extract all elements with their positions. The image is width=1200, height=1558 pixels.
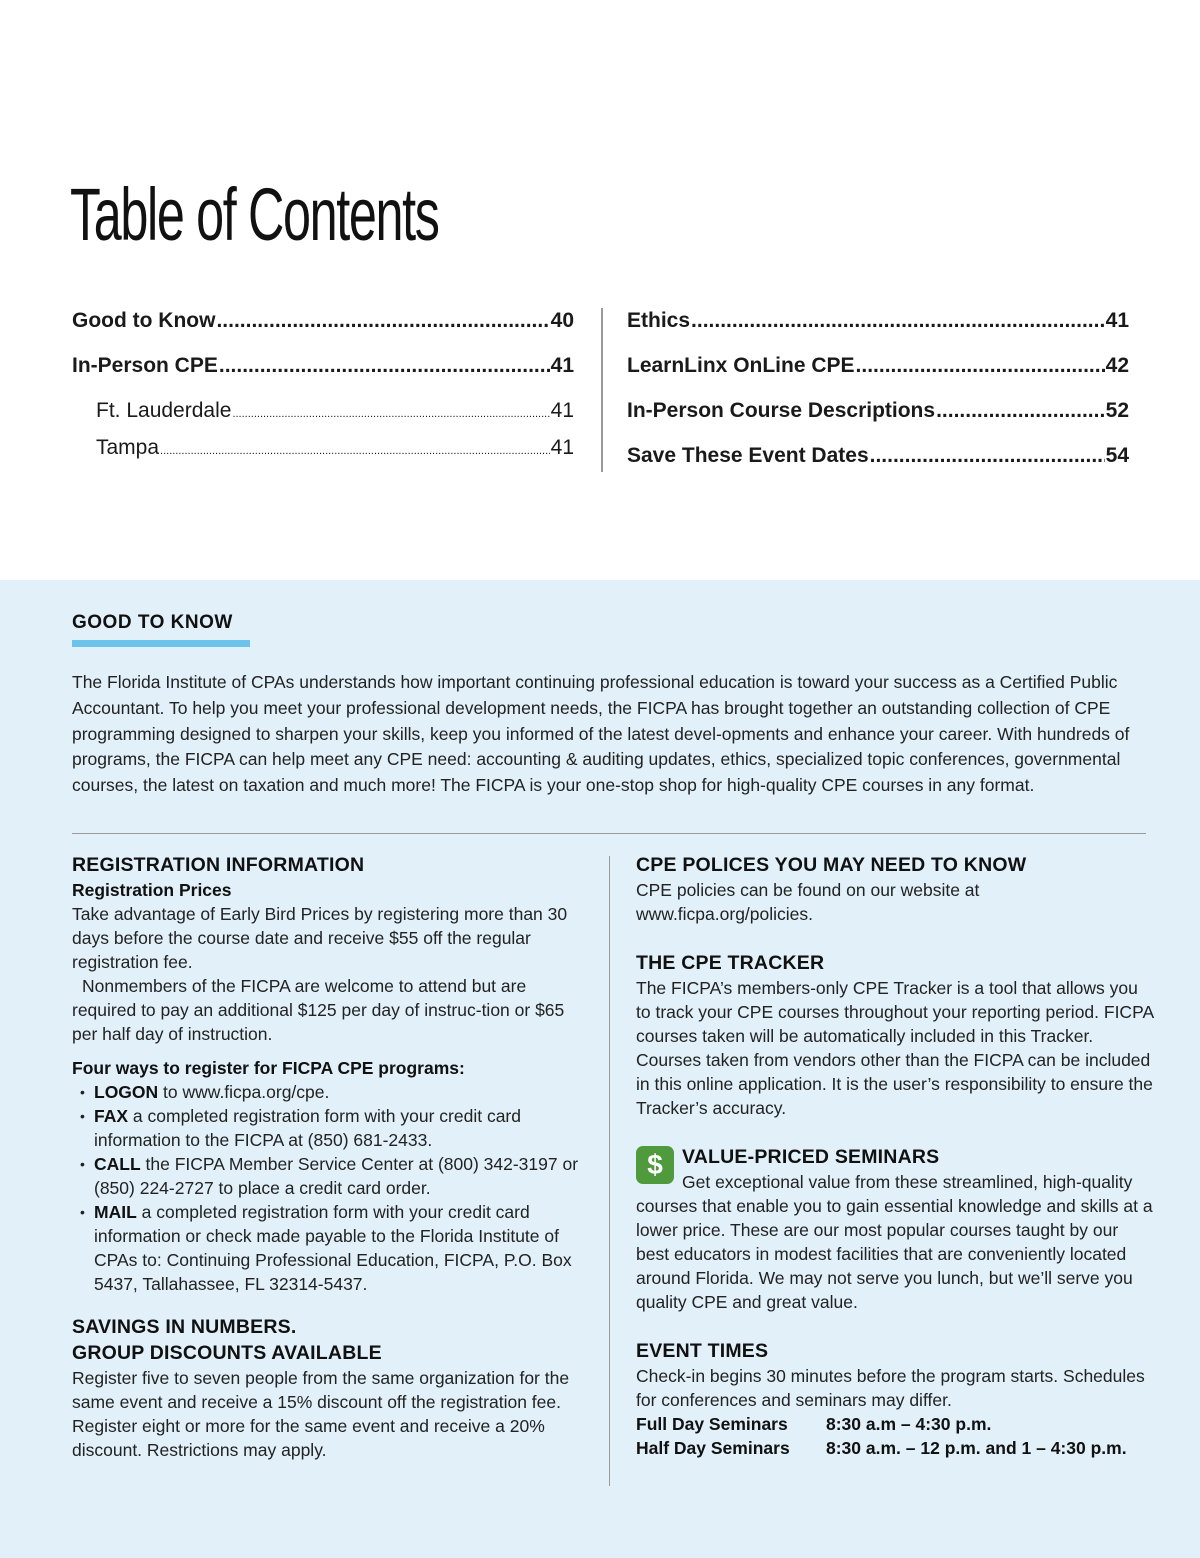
registration-heading: REGISTRATION INFORMATION — [72, 854, 365, 876]
way-key: LOGON — [94, 1082, 159, 1102]
tracker-heading: THE CPE TRACKER — [636, 952, 825, 974]
dollar-icon: $ — [636, 1146, 674, 1184]
toc-entry-page: 42 — [1105, 354, 1129, 377]
toc-entry[interactable] — [627, 441, 1129, 486]
left-info-column — [72, 852, 588, 1462]
ways-heading: Four ways to register for FICPA CPE programs: — [72, 1058, 465, 1078]
event-time-label: Full Day Seminars — [636, 1414, 788, 1434]
value-priced-text: Get exceptional value from these streamlined, high-quality courses that enable you to gain essential knowledge and skills at a lower price. These are our most popular courses taught by our best educators in modest facilities that are conveniently located around Florida. We may not serve you lunch, but we’ll serve you quality CPE and great value. — [636, 1172, 1153, 1312]
toc-leader-dots — [870, 441, 1105, 471]
toc-subentry[interactable] — [72, 433, 574, 470]
registration-prices-text: Take advantage of Early Bird Prices by registering more than 30 days before the course date and receive $55 off the regular registration fee. — [72, 904, 568, 972]
heading-underline — [72, 640, 250, 647]
toc-subentry[interactable] — [72, 396, 574, 433]
toc-entry-label: In-Person CPE — [72, 354, 218, 377]
toc-entry[interactable] — [72, 351, 574, 396]
toc-entry-page: 40 — [550, 309, 574, 332]
toc-entry-label: In-Person Course Descriptions — [627, 399, 936, 422]
registration-prices-heading: Registration Prices — [72, 880, 232, 900]
way-text: to www.ficpa.org/cpe. — [158, 1082, 330, 1102]
toc-leader-dots — [219, 351, 550, 381]
way-text: a completed registration form with your credit card information or check made payable to the Florida Institute of CPAs to: Continuing Professional Education, FICPA, P.O. Box 5437, Tallahassee, FL 32314-5437. — [94, 1202, 572, 1294]
page-title: Table of Contents — [70, 173, 439, 256]
event-times-heading: EVENT TIMES — [636, 1340, 769, 1362]
event-times-table — [636, 1412, 1156, 1460]
toc-entry-label: Tampa — [96, 436, 160, 459]
toc-leader-dots — [691, 306, 1105, 336]
way-key: CALL — [94, 1154, 141, 1174]
list-item — [72, 1104, 588, 1152]
toc-entry-label: Ft. Lauderdale — [96, 399, 232, 422]
toc-entry[interactable] — [72, 306, 574, 351]
value-priced-block — [636, 1144, 1156, 1314]
registration-ways-list — [72, 1080, 588, 1296]
event-times-text: Check-in begins 30 minutes before the program starts. Schedules for conferences and seminars may differ. — [636, 1366, 1145, 1410]
nonmembers-text: Nonmembers of the FICPA are welcome to attend but are required to pay an additional $125 per day of instruc-tion or $65 per half day of instruction. — [72, 976, 565, 1044]
savings-text: Register five to seven people from the same organization for the same event and receive a 15% discount off the registration fee. Register eight or more for the same event and receive a 20% discount. Restrictions may apply. — [72, 1368, 570, 1460]
tracker-text: The FICPA’s members-only CPE Tracker is a tool that allows you to track your CPE courses throughout your reporting period. FICPA courses taken will be automatically included in this Tracker. Courses taken from vendors other than the FICPA can be included in this online application. It is the user’s responsibility to ensure the Tracker’s accuracy. — [636, 978, 1154, 1118]
toc-entry-label: Ethics — [627, 309, 691, 332]
toc-right-column — [627, 306, 1129, 486]
toc-entry-label: Good to Know — [72, 309, 216, 332]
toc-leader-dots — [216, 306, 549, 336]
toc-entry-label: LearnLinx OnLine CPE — [627, 354, 855, 377]
toc-entry-label: Save These Event Dates — [627, 444, 869, 467]
good-to-know-intro: The Florida Institute of CPAs understands how important continuing professional education is toward your success as a Certified Public Accountant. To help you meet your professional development needs, the FICPA has brought together an outstanding collection of CPE programming designed to sharpen your skills, keep you informed of the latest devel-opments and enhance your career. With hundreds of programs, the FICPA can help meet any CPE need: accounting & auditing updates, ethics, specialized topic conferences, governmental courses, the latest on taxation and much more! The FICPA is your one-stop shop for high-quality CPE courses in any format. — [72, 672, 1130, 796]
savings-heading: SAVINGS IN NUMBERS. — [72, 1316, 297, 1338]
group-discounts-heading: GROUP DISCOUNTS AVAILABLE — [72, 1342, 382, 1364]
toc-entry-page: 41 — [550, 399, 574, 422]
way-text: the FICPA Member Service Center at (800) 342-3197 or (850) 224-2727 to place a credit card order. — [94, 1154, 579, 1198]
right-info-column — [636, 852, 1156, 1460]
toc-leader-dots — [936, 396, 1105, 426]
toc-divider — [601, 308, 603, 472]
good-to-know-heading: GOOD TO KNOW — [72, 612, 233, 633]
toc-leader-dots — [232, 396, 549, 429]
toc-left-column — [72, 306, 574, 470]
toc-entry[interactable] — [627, 351, 1129, 396]
way-key: MAIL — [94, 1202, 137, 1222]
toc-entry[interactable] — [627, 396, 1129, 441]
policies-heading: CPE POLICES YOU MAY NEED TO KNOW — [636, 854, 1027, 876]
policies-text: CPE policies can be found on our website at www.ficpa.org/policies. — [636, 880, 980, 924]
toc-entry-page: 41 — [550, 354, 574, 377]
way-text: a completed registration form with your credit card information to the FICPA at (850) 681-2433. — [94, 1106, 521, 1150]
event-time-label: Half Day Seminars — [636, 1438, 790, 1458]
section-divider — [72, 833, 1146, 834]
list-item — [72, 1200, 588, 1296]
value-priced-heading: VALUE-PRICED SEMINARS — [682, 1146, 940, 1168]
toc-leader-dots — [160, 433, 550, 466]
toc-entry-page: 41 — [550, 436, 574, 459]
event-time-value: 8:30 a.m. – 12 p.m. and 1 – 4:30 p.m. — [826, 1438, 1127, 1458]
way-key: FAX — [94, 1106, 129, 1126]
event-time-value: 8:30 a.m – 4:30 p.m. — [826, 1414, 992, 1434]
toc-entry-page: 54 — [1105, 444, 1129, 467]
toc-leader-dots — [856, 351, 1105, 381]
list-item — [72, 1152, 588, 1200]
toc-entry-page: 41 — [1105, 309, 1129, 332]
column-divider — [609, 856, 610, 1486]
list-item — [72, 1080, 588, 1104]
toc-entry[interactable] — [627, 306, 1129, 351]
toc-entry-page: 52 — [1105, 399, 1129, 422]
